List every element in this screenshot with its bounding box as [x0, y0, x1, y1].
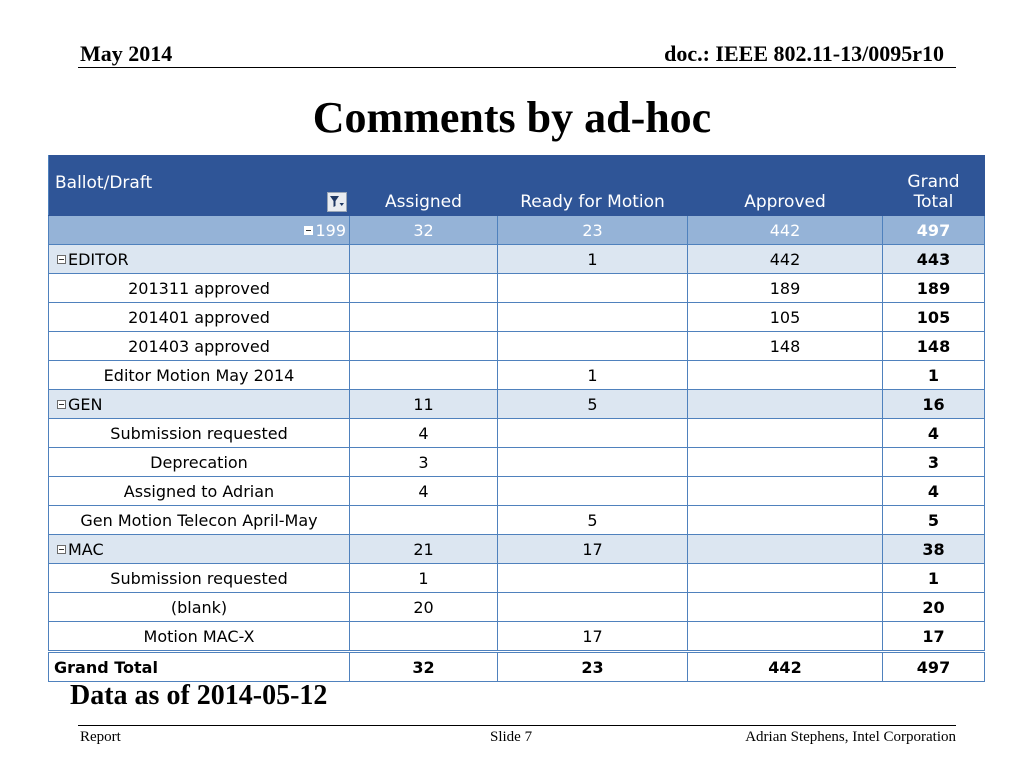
collapse-minus-icon[interactable] — [57, 545, 66, 554]
cell-ready — [498, 274, 688, 303]
cell-ready: 5 — [498, 506, 688, 535]
row-label-cell[interactable] — [49, 216, 350, 245]
cell-ready — [498, 448, 688, 477]
header-ballot-cell — [49, 155, 350, 216]
table-row — [49, 622, 985, 652]
footer-slide-number: Slide 7 — [490, 729, 533, 745]
footer-rule — [78, 725, 956, 726]
cell-approved — [688, 390, 883, 419]
cell-total: 497 — [883, 216, 985, 245]
table-row — [49, 274, 985, 303]
table-row — [49, 245, 985, 274]
cell-total: 38 — [883, 535, 985, 564]
table-row — [49, 419, 985, 448]
pivot-table — [48, 155, 985, 682]
row-label: Submission requested — [49, 564, 350, 593]
cell-ready: 17 — [498, 622, 688, 652]
cell-ready: 5 — [498, 390, 688, 419]
collapse-minus-icon[interactable] — [57, 400, 66, 409]
row-label: EDITOR — [68, 249, 129, 269]
data-date-note: Data as of 2014-05-12 — [70, 680, 328, 711]
cell-assigned: 1 — [350, 564, 498, 593]
cell-approved — [688, 506, 883, 535]
row-label: MAC — [68, 539, 104, 559]
cell-assigned: 11 — [350, 390, 498, 419]
cell-total: 17 — [883, 622, 985, 652]
row-label-cell[interactable] — [49, 535, 350, 564]
cell-approved — [688, 477, 883, 506]
cell-ready: 1 — [498, 361, 688, 390]
table-row — [49, 564, 985, 593]
header-assigned: Assigned — [350, 155, 498, 216]
collapse-minus-icon[interactable] — [304, 226, 313, 235]
table-row — [49, 332, 985, 361]
cell-ready — [498, 593, 688, 622]
cell-assigned — [350, 361, 498, 390]
table-row — [49, 477, 985, 506]
row-label: 201403 approved — [49, 332, 350, 361]
table-row — [49, 448, 985, 477]
cell-assigned: 4 — [350, 477, 498, 506]
row-label: Motion MAC-X — [49, 622, 350, 652]
grand-total-assigned: 32 — [350, 652, 498, 682]
cell-approved — [688, 622, 883, 652]
cell-approved: 442 — [688, 216, 883, 245]
grand-total-total: 497 — [883, 652, 985, 682]
table-row — [49, 303, 985, 332]
cell-approved — [688, 419, 883, 448]
cell-total: 1 — [883, 564, 985, 593]
header-approved: Approved — [688, 155, 883, 216]
header-grand-line2: Total — [913, 192, 954, 212]
cell-assigned — [350, 332, 498, 361]
cell-approved — [688, 564, 883, 593]
cell-assigned — [350, 622, 498, 652]
cell-total: 3 — [883, 448, 985, 477]
cell-total: 20 — [883, 593, 985, 622]
table-row — [49, 593, 985, 622]
cell-total: 16 — [883, 390, 985, 419]
cell-assigned — [350, 506, 498, 535]
cell-ready — [498, 564, 688, 593]
cell-assigned: 20 — [350, 593, 498, 622]
row-label-cell[interactable] — [49, 245, 350, 274]
row-label: 201401 approved — [49, 303, 350, 332]
cell-total: 148 — [883, 332, 985, 361]
row-label: Gen Motion Telecon April-May — [49, 506, 350, 535]
cell-approved: 189 — [688, 274, 883, 303]
cell-assigned — [350, 245, 498, 274]
cell-approved — [688, 361, 883, 390]
grand-total-ready: 23 — [498, 652, 688, 682]
row-label: Editor Motion May 2014 — [49, 361, 350, 390]
header-grand-total — [883, 155, 985, 216]
cell-assigned: 4 — [350, 419, 498, 448]
cell-total: 189 — [883, 274, 985, 303]
header-grand-line1: Grand — [907, 172, 960, 192]
table-row — [49, 506, 985, 535]
cell-ready: 1 — [498, 245, 688, 274]
cell-assigned — [350, 274, 498, 303]
slide-title: Comments by ad-hoc — [312, 93, 712, 142]
cell-ready — [498, 303, 688, 332]
cell-total: 4 — [883, 477, 985, 506]
cell-assigned: 3 — [350, 448, 498, 477]
header-rule — [78, 67, 956, 68]
cell-total: 1 — [883, 361, 985, 390]
cell-ready — [498, 332, 688, 361]
footer-report: Report — [80, 729, 121, 745]
cell-ready — [498, 419, 688, 448]
cell-total: 5 — [883, 506, 985, 535]
grand-total-row — [49, 652, 985, 682]
header-doc-id: doc.: IEEE 802.11-13/0095r10 — [664, 41, 944, 66]
cell-ready — [498, 477, 688, 506]
row-label: 201311 approved — [49, 274, 350, 303]
cell-approved: 105 — [688, 303, 883, 332]
table-row — [49, 216, 985, 245]
cell-ready: 17 — [498, 535, 688, 564]
cell-approved — [688, 535, 883, 564]
row-label: Deprecation — [49, 448, 350, 477]
collapse-minus-icon[interactable] — [57, 255, 66, 264]
footer-author: Adrian Stephens, Intel Corporation — [745, 729, 956, 745]
cell-total: 4 — [883, 419, 985, 448]
cell-assigned — [350, 303, 498, 332]
row-label-cell[interactable] — [49, 390, 350, 419]
grand-total-label: Grand Total — [49, 652, 350, 682]
header-row — [49, 155, 985, 216]
table-row — [49, 390, 985, 419]
table-row — [49, 361, 985, 390]
row-label: GEN — [68, 394, 103, 414]
cell-approved: 148 — [688, 332, 883, 361]
header-ready-for-motion: Ready for Motion — [498, 155, 688, 216]
cell-approved — [688, 593, 883, 622]
grand-total-approved: 442 — [688, 652, 883, 682]
cell-approved — [688, 448, 883, 477]
row-label: 199 — [315, 220, 346, 240]
row-label: Assigned to Adrian — [49, 477, 350, 506]
cell-assigned: 32 — [350, 216, 498, 245]
table-row — [49, 535, 985, 564]
row-label: (blank) — [49, 593, 350, 622]
cell-total: 105 — [883, 303, 985, 332]
cell-assigned: 21 — [350, 535, 498, 564]
cell-total: 443 — [883, 245, 985, 274]
filter-dropdown-icon[interactable] — [327, 192, 347, 212]
header-ballot-label: Ballot/Draft — [55, 173, 153, 193]
row-label: Submission requested — [49, 419, 350, 448]
cell-approved: 442 — [688, 245, 883, 274]
cell-ready: 23 — [498, 216, 688, 245]
header-date: May 2014 — [80, 41, 173, 66]
